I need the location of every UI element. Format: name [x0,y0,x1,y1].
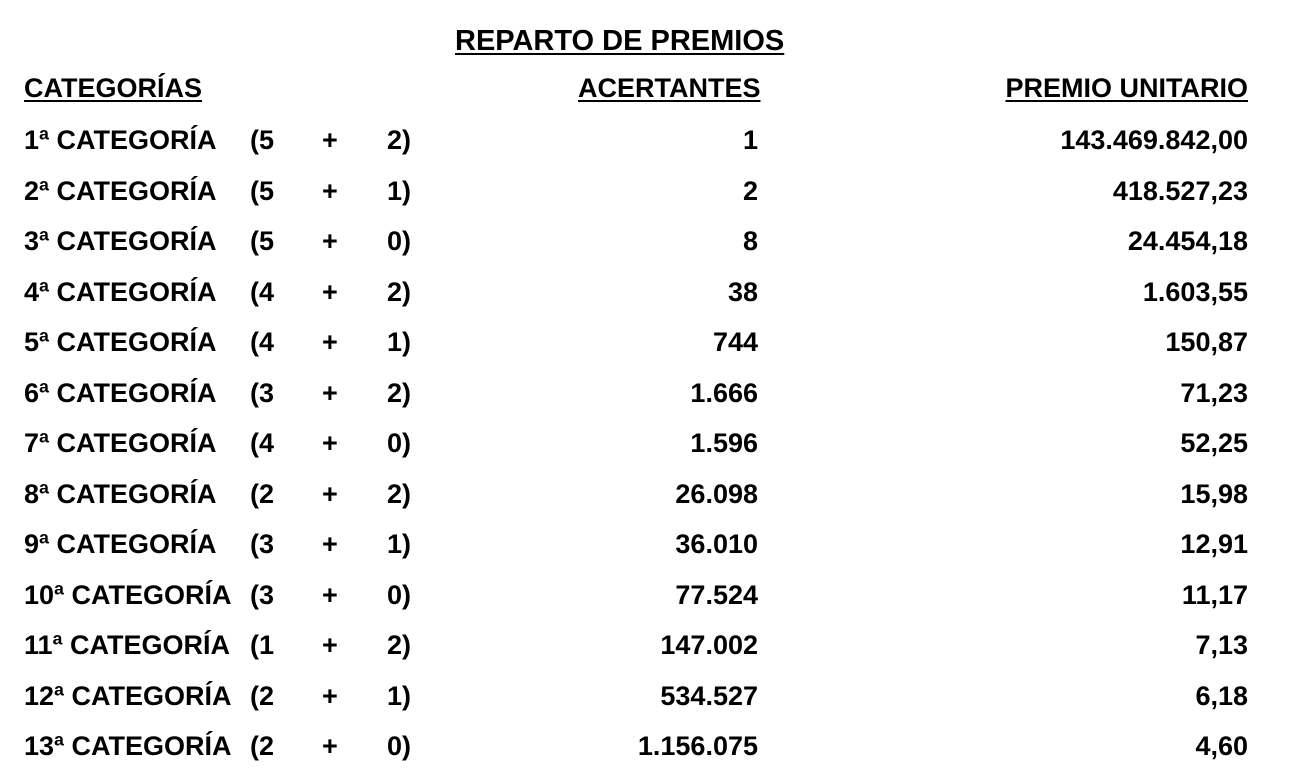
prize-amount: 150,87 [1165,327,1248,357]
prize-amount: 52,25 [1180,428,1248,458]
plus-sign: + [322,579,338,610]
winners-count: 26.098 [675,478,758,509]
category-numbers: (4 [250,276,275,307]
plus-sign: + [322,529,338,559]
category-label: 7ª CATEGORÍA [24,428,217,458]
category-numbers: (2 [250,731,275,761]
category-numbers: (5 [250,125,275,155]
category-numbers: (4 [250,327,275,357]
winners-count: 744 [712,327,758,357]
category-label: 10ª CATEGORÍA [24,579,232,610]
prize-amount: 418.527,23 [1112,175,1248,206]
winners-count: 8 [742,226,758,256]
winners-count: 1 [742,125,758,155]
category-numbers: (1 [250,630,275,660]
category-stars: 0) [387,731,412,761]
category-stars: 0) [387,579,412,610]
category-numbers: (5 [250,226,275,256]
table-row [0,173,1300,224]
table-row [0,476,1300,527]
category-label: 9ª CATEGORÍA [24,529,217,559]
category-numbers: (2 [250,478,275,509]
category-label: 2ª CATEGORÍA [24,175,217,206]
table-row [0,375,1300,426]
header-categorias: CATEGORÍAS [24,73,203,103]
category-numbers: (5 [250,175,275,206]
winners-count: 2 [742,175,758,206]
prize-amount: 11,17 [1181,579,1248,610]
category-stars: 2) [387,125,412,155]
prize-table [0,122,1300,779]
plus-sign: + [322,226,338,256]
table-row [0,678,1300,729]
prize-amount: 15,98 [1180,478,1248,509]
category-stars: 1) [387,529,412,559]
table-row [0,627,1300,678]
category-label: 6ª CATEGORÍA [24,377,217,408]
plus-sign: + [322,175,338,206]
table-row [0,577,1300,628]
prize-amount: 7,13 [1195,630,1248,660]
winners-count: 1.156.075 [637,731,758,761]
winners-count: 147.002 [660,630,758,660]
plus-sign: + [322,680,338,711]
category-stars: 0) [387,428,412,458]
plus-sign: + [322,478,338,509]
category-stars: 2) [387,630,412,660]
category-stars: 1) [387,680,412,711]
table-row [0,526,1300,577]
category-numbers: (4 [250,428,275,458]
category-stars: 2) [387,478,412,509]
prize-amount: 4,60 [1195,731,1248,761]
winners-count: 534.527 [660,680,758,711]
plus-sign: + [322,731,338,761]
page-title: REPARTO DE PREMIOS [455,25,785,57]
category-numbers: (3 [250,529,275,559]
table-row [0,122,1300,173]
plus-sign: + [322,276,338,307]
table-row [0,223,1300,274]
category-label: 4ª CATEGORÍA [24,276,217,307]
table-row [0,425,1300,476]
category-numbers: (3 [250,377,275,408]
category-label: 5ª CATEGORÍA [24,327,217,357]
plus-sign: + [322,630,338,660]
winners-count: 38 [727,276,758,307]
header-acertantes: ACERTANTES [578,73,761,103]
category-stars: 2) [387,276,412,307]
category-stars: 1) [387,175,412,206]
table-row [0,324,1300,375]
category-numbers: (2 [250,680,275,711]
category-label: 1ª CATEGORÍA [24,125,217,155]
table-row [0,274,1300,325]
category-stars: 2) [387,377,412,408]
plus-sign: + [322,125,338,155]
plus-sign: + [322,428,338,458]
winners-count: 77.524 [675,579,758,610]
prize-amount: 71,23 [1180,377,1248,408]
prize-amount: 24.454,18 [1127,226,1248,256]
prize-amount: 1.603,55 [1142,276,1248,307]
category-numbers: (3 [250,579,275,610]
category-label: 3ª CATEGORÍA [24,226,217,256]
category-stars: 1) [387,327,412,357]
prize-amount: 143.469.842,00 [1060,125,1248,155]
winners-count: 1.666 [690,377,758,408]
prize-amount: 6,18 [1195,680,1248,711]
plus-sign: + [322,327,338,357]
header-premio-unitario: PREMIO UNITARIO [1005,73,1248,103]
plus-sign: + [322,377,338,408]
table-row [0,728,1300,779]
category-label: 8ª CATEGORÍA [24,478,217,509]
prize-amount: 12,91 [1180,529,1248,559]
category-label: 11ª CATEGORÍA [24,630,231,660]
category-label: 12ª CATEGORÍA [24,680,232,711]
winners-count: 36.010 [675,529,758,559]
winners-count: 1.596 [690,428,758,458]
category-label: 13ª CATEGORÍA [24,731,232,761]
category-stars: 0) [387,226,412,256]
